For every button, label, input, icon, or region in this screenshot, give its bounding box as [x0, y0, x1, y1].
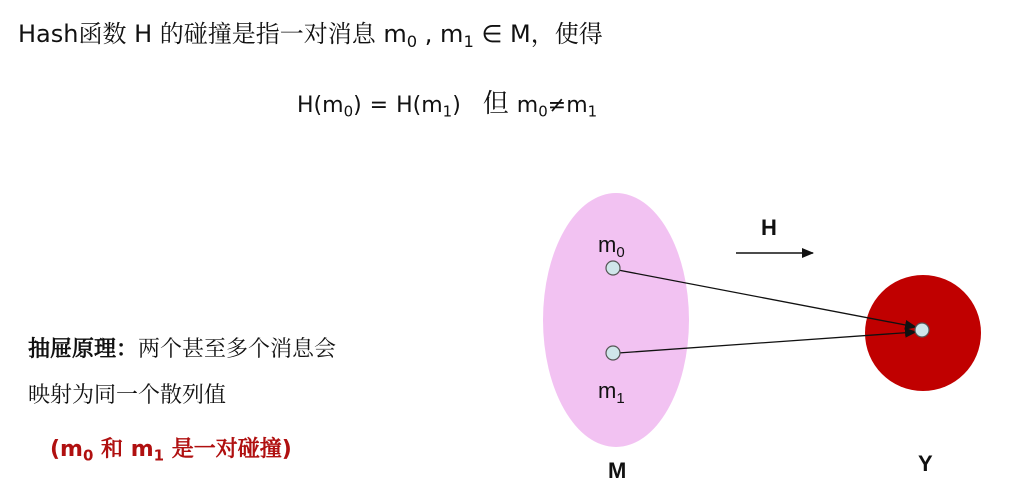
codomain-label-y: Y	[918, 451, 933, 476]
example-close: 是一对碰撞)	[164, 437, 292, 462]
function-label-h: H	[761, 215, 777, 240]
eq-m1-subscript: 1	[587, 102, 598, 121]
eq-lhs-subscript: 0	[343, 102, 354, 121]
eq-m0-subscript: 0	[538, 102, 548, 121]
point-m1	[606, 346, 620, 360]
eq-m0: m	[516, 93, 539, 118]
eq-rhs-open: H(m	[396, 93, 443, 118]
principle-title: 抽屉原理：	[28, 337, 139, 362]
principle-text-line-2: 映射为同一个散列值	[28, 383, 227, 408]
headline-rest: ∈ M，使得	[473, 20, 603, 48]
example-m0-subscript: 0	[82, 446, 94, 465]
headline-m0-subscript: 0	[406, 31, 418, 51]
headline-m1-subscript: 1	[463, 31, 474, 51]
collision-point	[915, 323, 929, 337]
eq-lhs-open: H(m	[297, 93, 344, 118]
domain-label-m: M	[608, 458, 627, 483]
eq-equals-sign: =	[369, 93, 389, 118]
example-m1-subscript: 1	[153, 446, 165, 465]
eq-not-equal-sign: ≠	[547, 93, 567, 118]
example-open: (m	[50, 437, 83, 462]
eq-rhs-close: )	[452, 93, 461, 118]
point-m1-label: $m_1$	[598, 378, 625, 407]
principle-text-line-1: 两个甚至多个消息会	[138, 337, 337, 362]
eq-m1: m	[566, 93, 588, 118]
eq-lhs-close: )	[353, 93, 362, 118]
eq-but-word: 但	[482, 89, 509, 119]
example-and: 和 m	[93, 437, 154, 462]
point-m0	[606, 261, 620, 275]
headline-intro: Hash函数 H 的碰撞是指一对消息 m	[18, 20, 407, 48]
headline-comma: , m	[417, 20, 464, 48]
point-m0-label: $m_0$	[598, 232, 625, 261]
eq-rhs-subscript: 1	[442, 102, 453, 121]
